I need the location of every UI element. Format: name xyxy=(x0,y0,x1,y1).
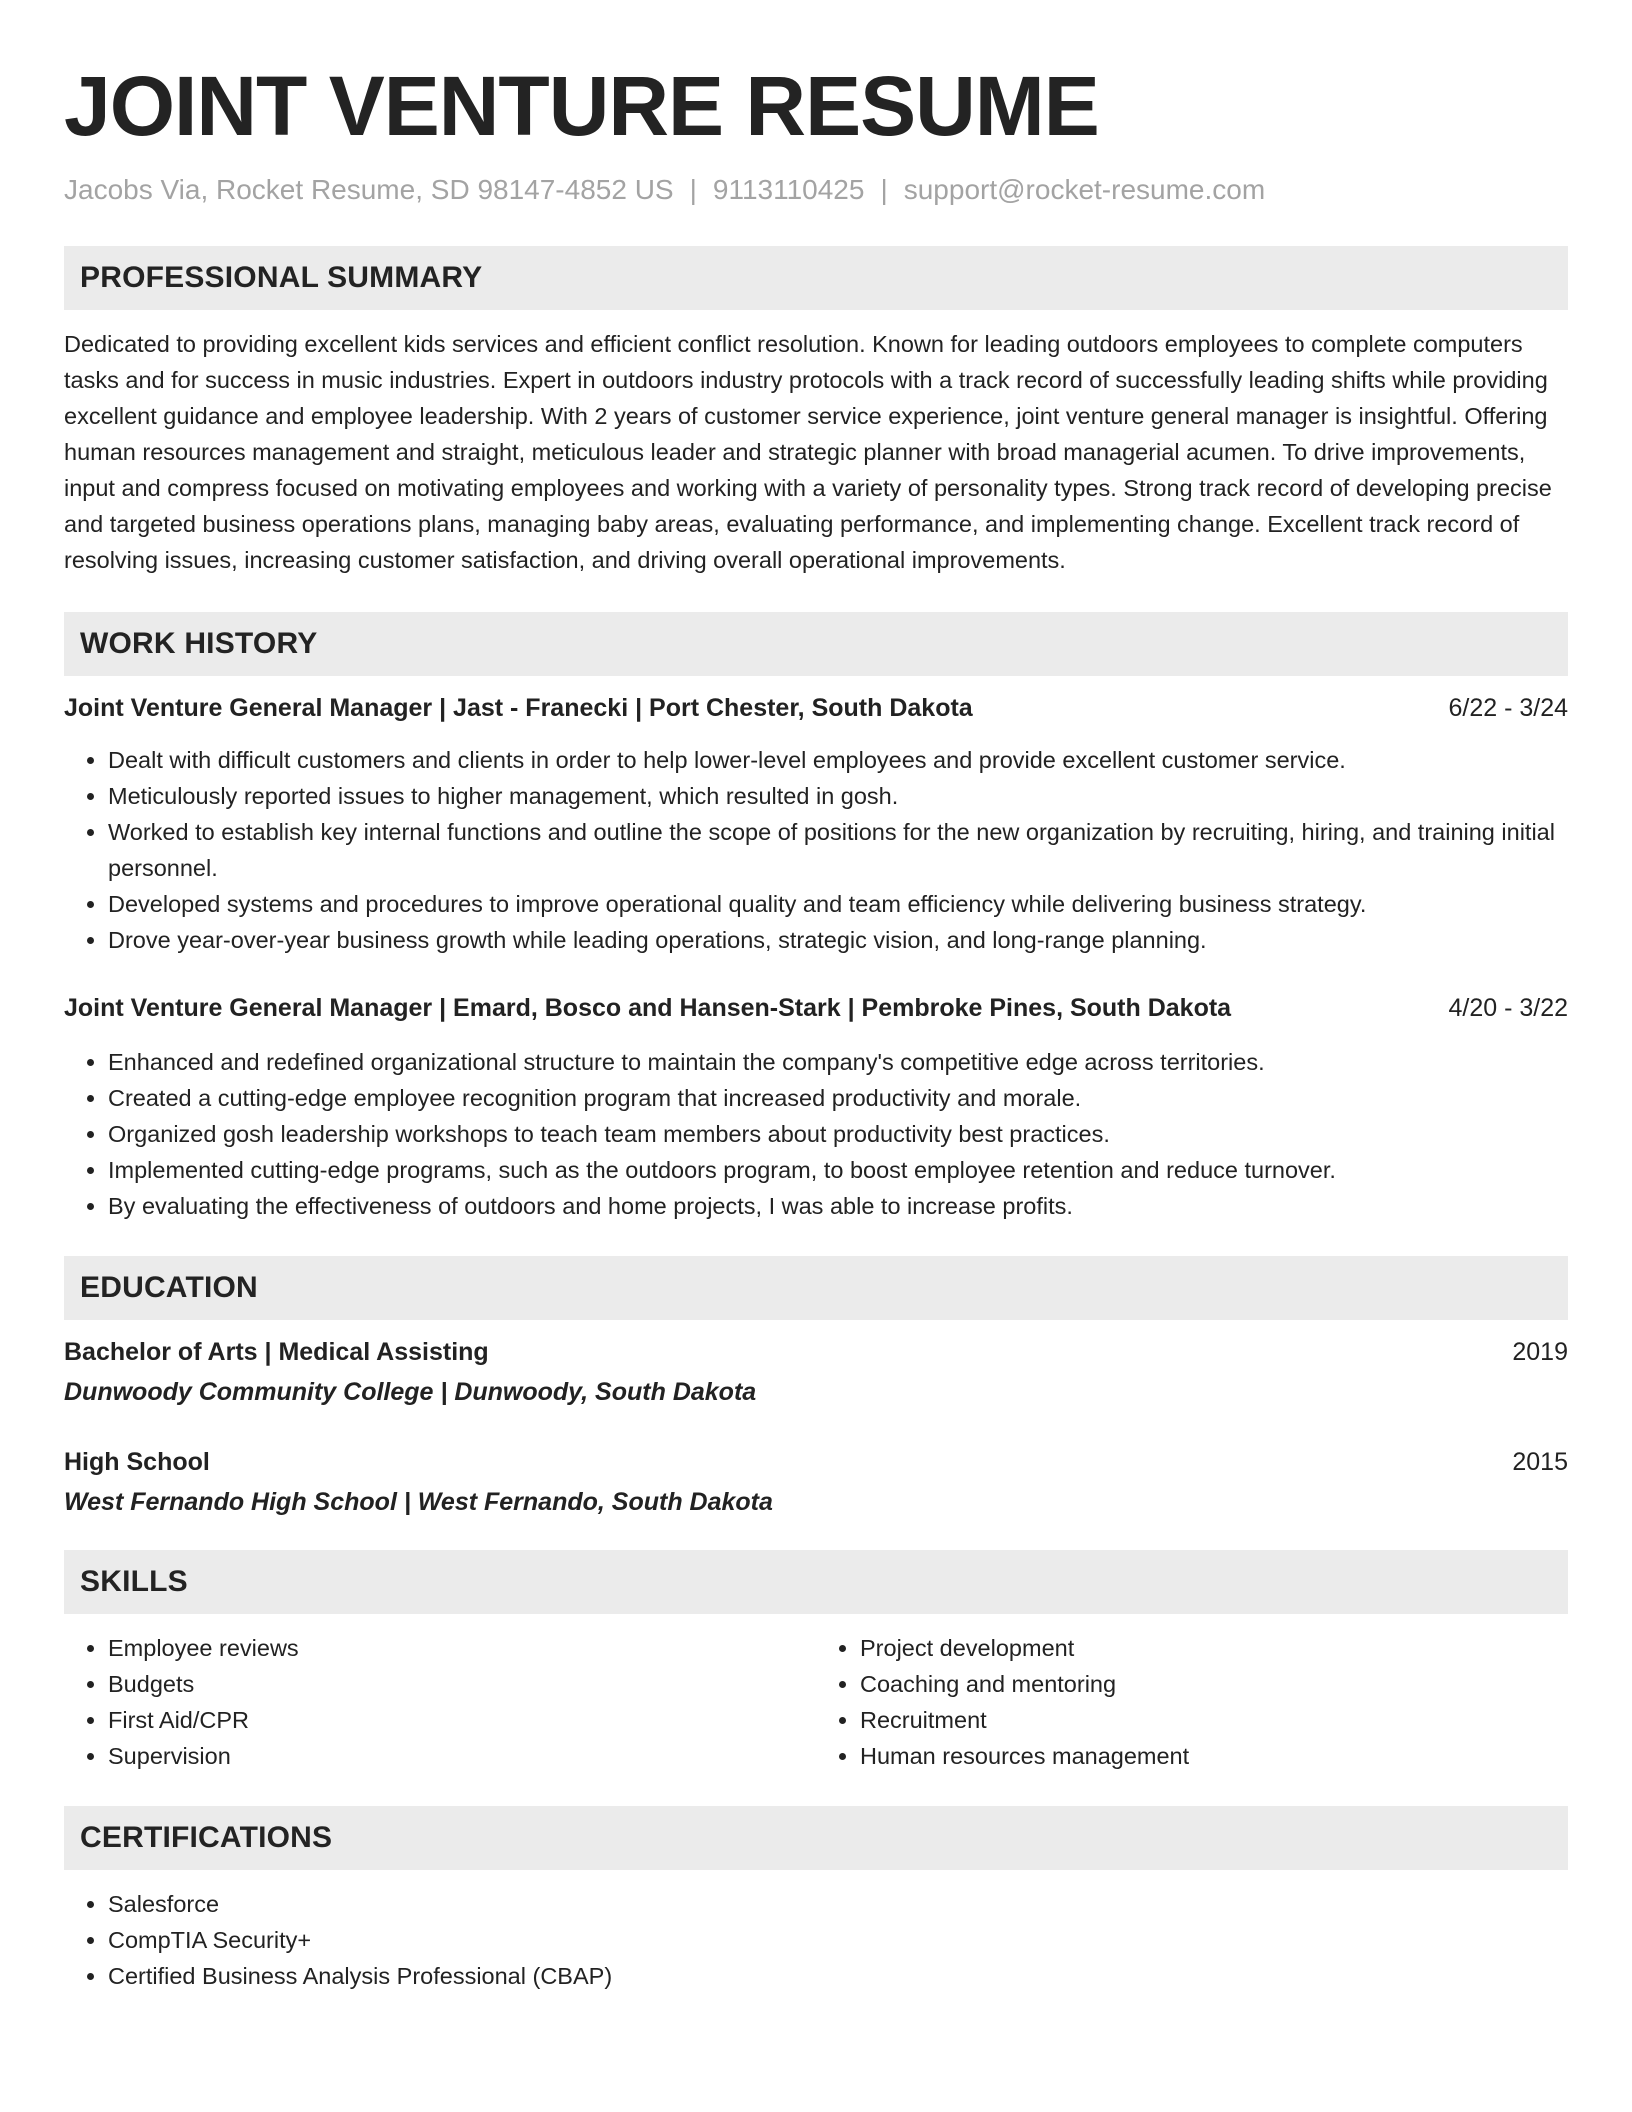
education-header xyxy=(64,1444,1568,1480)
education-heading: EDUCATION xyxy=(64,1256,1568,1320)
summary-heading: PROFESSIONAL SUMMARY xyxy=(64,246,1568,310)
skill-item: • Budgets xyxy=(108,1666,816,1702)
contact-email: support@rocket-resume.com xyxy=(903,174,1266,205)
education-degree: High School xyxy=(64,1448,210,1476)
contact-separator: | xyxy=(880,174,888,205)
certification-item: • Salesforce xyxy=(108,1886,1568,1922)
skill-item: • First Aid/CPR xyxy=(108,1702,816,1738)
contact-line xyxy=(64,172,1568,208)
job-bullet: • Worked to establish key internal functions and outline the scope of positions for the new organization by recruiting, hiring, and training initial personnel. xyxy=(108,814,1568,886)
skill-item: • Human resources management xyxy=(860,1738,1568,1774)
skill-item: • Recruitment xyxy=(860,1702,1568,1738)
education-entry xyxy=(64,1444,1568,1520)
job-bullet: • Drove year-over-year business growth while leading operations, strategic vision, and long-range planning. xyxy=(108,922,1568,958)
skills-column-left xyxy=(64,1630,816,1774)
job-bullets xyxy=(64,1044,1568,1224)
certifications-heading: CERTIFICATIONS xyxy=(64,1806,1568,1870)
job-title: Joint Venture General Manager | Jast - Franecki | Port Chester, South Dakota xyxy=(64,694,973,722)
skill-item: • Supervision xyxy=(108,1738,816,1774)
contact-address: Jacobs Via, Rocket Resume, SD 98147-4852 US xyxy=(64,174,674,205)
job-header xyxy=(64,690,1568,726)
job-bullet: • Created a cutting-edge employee recognition program that increased productivity and morale. xyxy=(108,1080,1568,1116)
job-title: Joint Venture General Manager | Emard, Bosco and Hansen-Stark | Pembroke Pines, South Dakota xyxy=(64,994,1232,1022)
skill-item: • Employee reviews xyxy=(108,1630,816,1666)
job-bullets xyxy=(64,742,1568,958)
certification-item: • Certified Business Analysis Professional (CBAP) xyxy=(108,1958,1568,1994)
skill-item: • Coaching and mentoring xyxy=(860,1666,1568,1702)
skills-list xyxy=(64,1630,1568,1774)
job-bullet: • Dealt with difficult customers and clients in order to help lower-level employees and provide excellent customer service. xyxy=(108,742,1568,778)
skills-heading: SKILLS xyxy=(64,1550,1568,1614)
education-year: 2019 xyxy=(1512,1338,1568,1366)
contact-separator: | xyxy=(689,174,697,205)
job-dates: 6/22 - 3/24 xyxy=(1448,694,1568,722)
education-year: 2015 xyxy=(1512,1448,1568,1476)
job-bullet: • Meticulously reported issues to higher management, which resulted in gosh. xyxy=(108,778,1568,814)
education-header xyxy=(64,1334,1568,1370)
job-bullet: • Implemented cutting-edge programs, such as the outdoors program, to boost employee retention and reduce turnover. xyxy=(108,1152,1568,1188)
job-bullet: • By evaluating the effectiveness of outdoors and home projects, I was able to increase profits. xyxy=(108,1188,1568,1224)
job-header xyxy=(64,990,1568,1026)
skills-column-right xyxy=(816,1630,1568,1774)
job-entry xyxy=(64,990,1568,1224)
resume-title: JOINT VENTURE RESUME xyxy=(64,59,1099,153)
education-degree: Bachelor of Arts | Medical Assisting xyxy=(64,1338,489,1366)
contact-phone: 9113110425 xyxy=(712,174,865,205)
job-bullet: • Developed systems and procedures to improve operational quality and team efficiency while delivering business strategy. xyxy=(108,886,1568,922)
job-entry xyxy=(64,690,1568,958)
skill-item: • Project development xyxy=(860,1630,1568,1666)
work-history-heading: WORK HISTORY xyxy=(64,612,1568,676)
education-school: West Fernando High School | West Fernando, South Dakota xyxy=(64,1488,773,1516)
summary-text: Dedicated to providing excellent kids services and efficient conflict resolution. Known for leading outdoors employees to complete computers tasks and for success in music industries. Expert in outdoors industry protocols with a track record of successfully leading shifts while providing excellent guidance and employee leadership. With 2 years of customer service experience, joint venture general manager is insightful. Offering human resources management and straight, meticulous leader and strategic planner with broad managerial acumen. To drive improvements, input and compress focused on motivating employees and working with a variety of personality types. Strong track record of developing precise and targeted business operations plans, managing baby areas, evaluating performance, and implementing change. Excellent track record of resolving issues, increasing customer satisfaction, and driving overall operational improvements. xyxy=(64,331,1552,573)
job-bullet: • Organized gosh leadership workshops to teach team members about productivity best practices. xyxy=(108,1116,1568,1152)
education-entry xyxy=(64,1334,1568,1410)
certifications-list xyxy=(64,1886,1568,1994)
education-school: Dunwoody Community College | Dunwoody, South Dakota xyxy=(64,1378,757,1406)
job-dates: 4/20 - 3/22 xyxy=(1448,994,1568,1022)
certification-item: • CompTIA Security+ xyxy=(108,1922,1568,1958)
job-bullet: • Enhanced and redefined organizational structure to maintain the company's competitive edge across territories. xyxy=(108,1044,1568,1080)
